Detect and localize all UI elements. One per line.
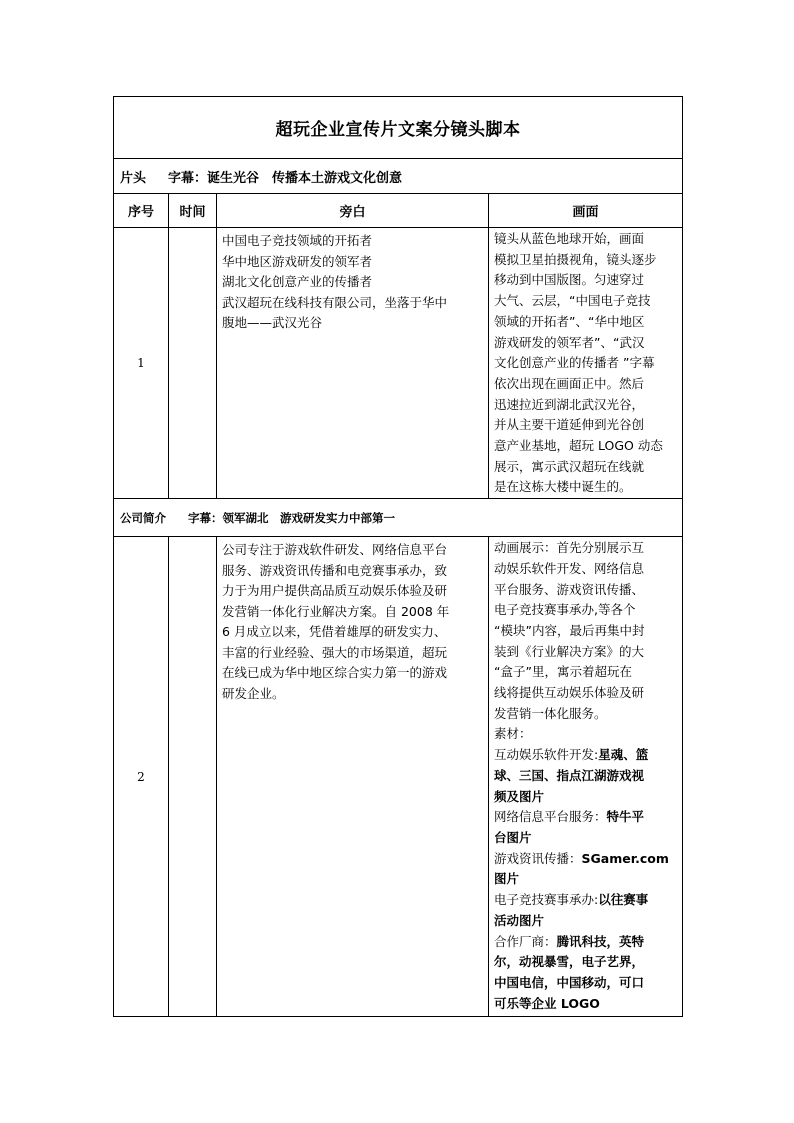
row1-time [169,228,217,499]
header-scene: 画面 [489,194,683,228]
scene-line: 发营销一体化服务。 [494,705,607,721]
material-platform-items: 特牛平 [606,809,645,825]
material-partners-items-cont: 可乐等企业 LOGO [494,995,600,1011]
header-narration: 旁白 [217,194,489,228]
row2-scene [489,537,683,1017]
narration-line: 在线已成为华中地区综合实力第一的游戏 [222,665,448,681]
material-media-items: SGamer.com [581,850,669,866]
document-title: 超玩企业宣传片文案分镜头脚本 [114,97,683,159]
storyboard-table [113,96,683,1017]
material-software-items-cont: 球、三国、指点江湖游戏视 [494,767,645,783]
narration-line: 6 月成立以来，凭借着雄厚的研发实力、 [222,624,447,640]
scene-line: 动画展示：首先分别展示互 [494,540,645,556]
material-esports-label: 电子竞技赛事承办: [494,892,599,908]
section-company-caption: 字幕：领军湖北 游戏研发实力中部第一 [188,510,395,525]
narration-line: 中国电子竞技领域的开拓者 [222,233,373,248]
scene-line: 动娱乐软件开发、网络信息 [494,560,645,576]
material-label: 素材： [494,726,532,742]
row1-scene [489,228,683,499]
header-seq: 序号 [114,194,169,228]
header-time: 时间 [169,194,217,228]
material-partners [494,932,679,953]
scene-line: 镜头从蓝色地球开始，画面 [494,231,645,246]
narration-line: 腹地——武汉光谷 [222,315,323,330]
scene-line: 是在这栋大楼中诞生的。 [494,479,632,495]
narration-line: 服务、游戏资讯传播和电竞赛事承办，致 [222,562,448,578]
scene-line: 大气、云层，“中国电子竞技 [494,293,651,309]
narration-line: 研发企业。 [222,685,285,701]
narration-line: 力于为用户提供高品质互动娱乐体验及研 [222,583,448,599]
scene-line: “模块”内容，最后再集中封 [494,622,645,638]
material-platform [494,807,679,828]
row1-seq: 1 [114,228,169,499]
section-company [114,499,683,537]
material-media-label: 游戏资讯传播： [494,850,582,866]
section-intro-label: 片头 [120,170,147,186]
scene-line: 领域的开拓者”、“华中地区 [494,313,645,329]
material-media-items-cont: 图片 [494,871,520,887]
material-partners-items-cont: 中国电信，中国移动，可口 [494,974,645,990]
scene-line: 游戏研发的领军者”、“武汉 [494,334,645,350]
narration-line: 丰富的行业经验、强大的市场渠道，超玩 [222,644,448,660]
material-platform-items-cont: 台图片 [494,829,532,845]
row2-seq: 2 [114,537,169,1017]
scene-line: 装到《行业解决方案》的大 [494,643,645,659]
narration-line: 武汉超玩在线科技有限公司，坐落于华中 [222,294,448,310]
section-intro-caption: 字幕：诞生光谷 传播本土游戏文化创意 [168,170,403,186]
material-partners-label: 合作厂商： [494,933,557,949]
table-row [114,537,683,1017]
scene-line: 并从主要干道延伸到光谷创 [494,417,645,433]
narration-line: 公司专注于游戏软件研发、网络信息平台 [222,542,448,558]
table-row [114,228,683,499]
material-partners-items-cont: 尔，动视暴雪，电子艺界， [494,954,645,970]
scene-line: 电子竞技赛事承办,等各个 [494,602,636,618]
material-esports-items: 以往赛事 [598,892,649,908]
scene-line: 意产业基地，超玩 LOGO 动态 [494,438,663,454]
material-software-items: 星魂、篮 [598,747,649,763]
material-software-label: 互动娱乐软件开发: [494,747,599,763]
row2-time [169,537,217,1017]
material-esports [494,890,679,911]
material-media [494,849,679,870]
scene-line: 文化创意产业的传播者 ”字幕 [494,355,655,371]
scene-line: 线将提供互动娱乐体验及研 [494,685,645,701]
section-intro [114,159,683,194]
material-partners-items: 腾讯科技，英特 [556,933,645,949]
material-software [494,745,679,766]
narration-line: 华中地区游戏研发的领军者 [222,253,373,269]
scene-line: 依次出现在画面正中。然后 [494,375,645,391]
scene-line: 迅速拉近到湖北武汉光谷， [494,396,645,412]
scene-line: 平台服务、游戏资讯传播、 [494,581,645,597]
narration-line: 发营销一体化行业解决方案。自 2008 年 [222,603,450,619]
scene-line: “盒子”里，寓示着超玩在 [494,664,632,680]
row2-narration [217,537,489,1017]
scene-line: 移动到中国版图。匀速穿过 [494,272,645,288]
script-document [113,96,682,1017]
material-software-items-cont: 频及图片 [494,788,545,804]
section-company-label: 公司简介 [120,510,166,525]
scene-line: 展示，寓示武汉超玩在线就 [494,458,645,474]
material-platform-label: 网络信息平台服务： [494,809,607,825]
material-esports-items-cont: 活动图片 [494,912,545,928]
narration-line: 湖北文化创意产业的传播者 [222,274,373,289]
scene-line: 模拟卫星拍摄视角，镜头逐步 [494,251,657,267]
row1-narration [217,228,489,499]
